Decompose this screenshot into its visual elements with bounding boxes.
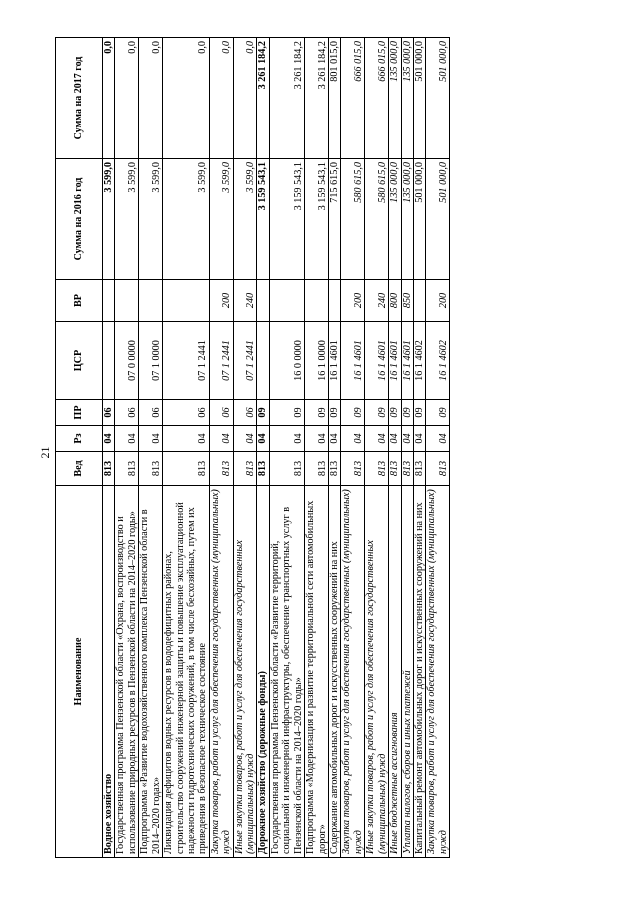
cell-ved: 813 [401,452,413,486]
cell-rz: 04 [401,426,413,452]
cell-name: Содержание автомобильных дорог и искусственных сооружений на них [329,486,341,858]
cell-sum-2017: 3 261 184,2 [269,38,304,159]
cell-sum-2017: 3 261 184,2 [305,38,329,159]
table-row [329,38,341,858]
cell-ved: 813 [365,452,389,486]
table-row [341,38,365,858]
cell-ved: 813 [209,452,233,486]
cell-pr: 09 [257,400,269,426]
cell-name: Закупка товаров, работ и услуг для обеспечения государственных (муниципальных) нужд [426,486,450,858]
cell-name: Капитальный ремонт автомобильных дорог и искусственных сооружений на них [413,486,425,858]
cell-pr: 06 [115,400,139,426]
cell-ved: 813 [269,452,304,486]
cell-csr: 16 1 4601 [389,322,401,400]
cell-csr: 16 1 4602 [413,322,425,400]
cell-sum-2016: 3 159 543,1 [269,159,304,280]
cell-vr [305,280,329,322]
cell-csr: 07 1 2441 [233,322,257,400]
cell-rz: 04 [269,426,304,452]
cell-name: Ликвидация дефицитов водных ресурсов в вододефицитных районах, строительство сооружений инженерной защиты и повышение эксплуатационной надежности гидротехнических сооружений, в том числе бесхозяйных, путем их приведения в безопасное техническое состояние [163,486,210,858]
cell-sum-2016: 3 599,0 [139,159,163,280]
cell-rz: 04 [163,426,210,452]
header-rz: Рз [56,426,103,452]
table-row [401,38,413,858]
table-row [413,38,425,858]
cell-pr: 09 [341,400,365,426]
page-number: 21 [38,446,52,459]
table-row [365,38,389,858]
table-header-row [56,38,103,858]
cell-csr: 16 1 4601 [365,322,389,400]
rotated-content [55,38,615,858]
cell-vr [115,280,139,322]
cell-sum-2016: 3 599,0 [163,159,210,280]
cell-vr [163,280,210,322]
cell-rz: 04 [209,426,233,452]
table-row [233,38,257,858]
cell-name: Закупка товаров, работ и услуг для обеспечения государственных (муниципальных) нужд [341,486,365,858]
header-sum-2016: Сумма на 2016 год [56,159,103,280]
cell-name: Государственная программа Пензенской области «Охрана, воспроизводство и использование природных ресурсов в Пензенской области на 2014–2020 годы» [115,486,139,858]
cell-sum-2017: 0,0 [115,38,139,159]
table-row [305,38,329,858]
header-ved: Вед [56,452,103,486]
cell-csr: 16 1 4601 [401,322,413,400]
cell-sum-2017: 666 015,0 [341,38,365,159]
header-sum-2017: Сумма на 2017 год [56,38,103,159]
cell-pr: 06 [103,400,115,426]
cell-vr: 800 [389,280,401,322]
cell-ved: 813 [389,452,401,486]
cell-name: Иные закупки товаров, работ и услуг для обеспечения государственных (муниципальных) нужд [365,486,389,858]
header-csr: ЦСР [56,322,103,400]
table-row [269,38,304,858]
cell-csr: 16 1 4602 [426,322,450,400]
cell-rz: 04 [257,426,269,452]
cell-pr: 09 [305,400,329,426]
section-row [103,38,115,858]
cell-pr: 06 [163,400,210,426]
cell-pr: 09 [365,400,389,426]
cell-pr: 06 [209,400,233,426]
cell-vr: 850 [401,280,413,322]
cell-sum-2016: 3 599,0 [209,159,233,280]
cell-vr: 200 [341,280,365,322]
cell-sum-2016: 3 599,0 [233,159,257,280]
cell-csr: 16 0 0000 [269,322,304,400]
cell-sum-2017: 3 261 184,2 [257,38,269,159]
cell-csr: 16 1 4601 [341,322,365,400]
cell-sum-2017: 0,0 [163,38,210,159]
table-row [209,38,233,858]
cell-rz: 04 [389,426,401,452]
cell-pr: 09 [329,400,341,426]
cell-sum-2016: 3 159 543,1 [305,159,329,280]
cell-csr: 07 1 2441 [163,322,210,400]
cell-name: Уплата налогов, сборов и иных платежей [401,486,413,858]
cell-rz: 04 [426,426,450,452]
cell-ved: 813 [329,452,341,486]
cell-ved: 813 [305,452,329,486]
cell-vr: 240 [365,280,389,322]
cell-sum-2017: 0,0 [209,38,233,159]
cell-name: Водное хозяйство [103,486,115,858]
cell-pr: 09 [269,400,304,426]
cell-csr: 07 1 0000 [139,322,163,400]
cell-rz: 04 [365,426,389,452]
cell-name: Подпрограмма «Развитие водохозяйственного комплекса Пензенской области в 2014–2020 годах» [139,486,163,858]
cell-sum-2017: 0,0 [139,38,163,159]
budget-table [55,37,450,858]
cell-csr [103,322,115,400]
cell-name: Иные закупки товаров, работ и услуг для обеспечения государственных (муниципальных) нужд [233,486,257,858]
cell-vr: 240 [233,280,257,322]
cell-sum-2017: 135 000,0 [401,38,413,159]
header-vr: ВР [56,280,103,322]
cell-rz: 04 [413,426,425,452]
cell-sum-2016: 135 000,0 [401,159,413,280]
cell-pr: 06 [139,400,163,426]
table-row [115,38,139,858]
cell-sum-2017: 0,0 [233,38,257,159]
cell-sum-2016: 715 615,0 [329,159,341,280]
cell-rz: 04 [233,426,257,452]
cell-pr: 09 [389,400,401,426]
cell-sum-2016: 580 615,0 [341,159,365,280]
cell-ved: 813 [233,452,257,486]
cell-ved: 813 [426,452,450,486]
cell-rz: 04 [329,426,341,452]
cell-ved: 813 [413,452,425,486]
cell-name: Подпрограмма «Модернизация и развитие территориальной сети автомобильных дорог» [305,486,329,858]
table-row [163,38,210,858]
table-row [389,38,401,858]
cell-vr [103,280,115,322]
cell-ved: 813 [163,452,210,486]
cell-sum-2016: 3 599,0 [103,159,115,280]
cell-pr: 06 [233,400,257,426]
cell-vr [329,280,341,322]
cell-ved: 813 [139,452,163,486]
cell-ved: 813 [115,452,139,486]
cell-ved: 813 [103,452,115,486]
cell-pr: 09 [413,400,425,426]
cell-sum-2017: 501 000,0 [413,38,425,159]
section-row [257,38,269,858]
header-name: Наименование [56,486,103,858]
cell-sum-2016: 580 615,0 [365,159,389,280]
cell-rz: 04 [341,426,365,452]
cell-sum-2016: 3 599,0 [115,159,139,280]
cell-sum-2016: 3 159 543,1 [257,159,269,280]
table-row [139,38,163,858]
cell-name: Дорожное хозяйство (дорожные фонды) [257,486,269,858]
cell-csr: 07 1 2441 [209,322,233,400]
cell-name: Иные бюджетные ассигнования [389,486,401,858]
cell-ved: 813 [257,452,269,486]
cell-vr [413,280,425,322]
cell-vr: 200 [426,280,450,322]
cell-csr [257,322,269,400]
cell-ved: 813 [341,452,365,486]
cell-sum-2016: 135 000,0 [389,159,401,280]
cell-vr [139,280,163,322]
cell-pr: 09 [401,400,413,426]
cell-pr: 09 [426,400,450,426]
cell-sum-2016: 501 000,0 [413,159,425,280]
cell-sum-2017: 801 015,0 [329,38,341,159]
header-pr: ПР [56,400,103,426]
cell-name: Закупка товаров, работ и услуг для обеспечения государственных (муниципальных) нужд [209,486,233,858]
cell-vr: 200 [209,280,233,322]
cell-csr: 07 0 0000 [115,322,139,400]
cell-vr [257,280,269,322]
cell-csr: 16 1 0000 [305,322,329,400]
cell-sum-2017: 666 015,0 [365,38,389,159]
cell-sum-2017: 135 000,0 [389,38,401,159]
cell-rz: 04 [305,426,329,452]
table-row [426,38,450,858]
cell-rz: 04 [139,426,163,452]
cell-sum-2016: 501 000,0 [426,159,450,280]
cell-csr: 16 1 4601 [329,322,341,400]
cell-rz: 04 [115,426,139,452]
cell-rz: 04 [103,426,115,452]
cell-sum-2017: 501 000,0 [426,38,450,159]
table-body [103,38,450,858]
cell-sum-2017: 0,0 [103,38,115,159]
cell-vr [269,280,304,322]
cell-name: Государственная программа Пензенской области «Развитие территорий, социальной и инженерной инфраструктуры, обеспечение транспортных услуг в Пензенской области на 2014–2020 годы» [269,486,304,858]
